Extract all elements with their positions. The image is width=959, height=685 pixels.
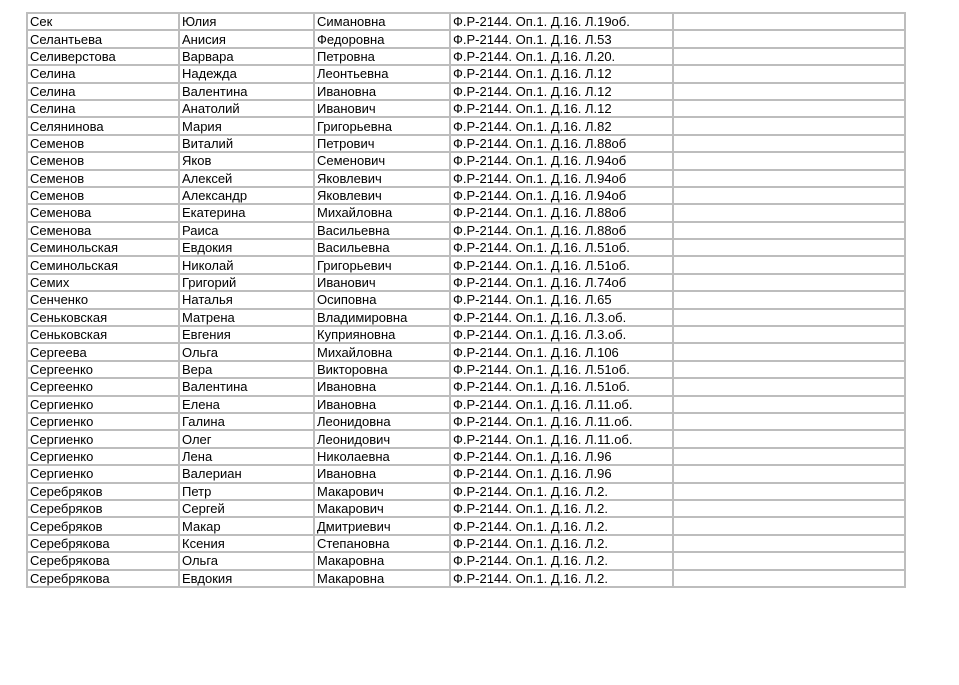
surname-cell: Сеньковская — [27, 309, 179, 326]
note-cell — [673, 361, 905, 378]
archive-reference-cell: Ф.Р-2144. Оп.1. Д.16. Л.2. — [450, 552, 673, 569]
surname-cell: Селянинова — [27, 117, 179, 134]
table-row — [27, 30, 905, 47]
first-name-cell: Ольга — [179, 343, 314, 360]
patronymic-cell: Леонидович — [314, 430, 450, 447]
archive-reference-cell: Ф.Р-2144. Оп.1. Д.16. Л.11.об. — [450, 413, 673, 430]
first-name-cell: Екатерина — [179, 204, 314, 221]
surname-cell: Серебрякова — [27, 552, 179, 569]
archive-reference-cell: Ф.Р-2144. Оп.1. Д.16. Л.53 — [450, 30, 673, 47]
patronymic-cell: Ивановна — [314, 83, 450, 100]
surname-cell: Семенов — [27, 170, 179, 187]
table-row — [27, 204, 905, 221]
first-name-cell: Наталья — [179, 291, 314, 308]
patronymic-cell: Иванович — [314, 100, 450, 117]
archive-reference-cell: Ф.Р-2144. Оп.1. Д.16. Л.2. — [450, 517, 673, 534]
note-cell — [673, 170, 905, 187]
note-cell — [673, 570, 905, 587]
table-row — [27, 309, 905, 326]
patronymic-cell: Григорьевна — [314, 117, 450, 134]
first-name-cell: Ксения — [179, 535, 314, 552]
note-cell — [673, 448, 905, 465]
archive-reference-cell: Ф.Р-2144. Оп.1. Д.16. Л.51об. — [450, 378, 673, 395]
archive-reference-cell: Ф.Р-2144. Оп.1. Д.16. Л.94об — [450, 170, 673, 187]
table-row — [27, 117, 905, 134]
surname-cell: Сергеева — [27, 343, 179, 360]
note-cell — [673, 222, 905, 239]
first-name-cell: Галина — [179, 413, 314, 430]
surname-cell: Семенова — [27, 204, 179, 221]
first-name-cell: Евдокия — [179, 239, 314, 256]
table-row — [27, 361, 905, 378]
note-cell — [673, 326, 905, 343]
note-cell — [673, 535, 905, 552]
archive-reference-cell: Ф.Р-2144. Оп.1. Д.16. Л.65 — [450, 291, 673, 308]
first-name-cell: Матрена — [179, 309, 314, 326]
archive-reference-cell: Ф.Р-2144. Оп.1. Д.16. Л.3.об. — [450, 326, 673, 343]
note-cell — [673, 204, 905, 221]
surname-cell: Сергиенко — [27, 430, 179, 447]
surname-cell: Сергиенко — [27, 465, 179, 482]
patronymic-cell: Викторовна — [314, 361, 450, 378]
records-table — [26, 12, 906, 588]
surname-cell: Селиверстова — [27, 48, 179, 65]
surname-cell: Семих — [27, 274, 179, 291]
table-row — [27, 48, 905, 65]
patronymic-cell: Леонтьевна — [314, 65, 450, 82]
archive-reference-cell: Ф.Р-2144. Оп.1. Д.16. Л.94об — [450, 152, 673, 169]
first-name-cell: Николай — [179, 256, 314, 273]
surname-cell: Семенов — [27, 152, 179, 169]
first-name-cell: Алексей — [179, 170, 314, 187]
archive-reference-cell: Ф.Р-2144. Оп.1. Д.16. Л.88об — [450, 222, 673, 239]
note-cell — [673, 274, 905, 291]
surname-cell: Сергиенко — [27, 448, 179, 465]
patronymic-cell: Григорьевич — [314, 256, 450, 273]
surname-cell: Сергиенко — [27, 413, 179, 430]
surname-cell: Сеньковская — [27, 326, 179, 343]
archive-reference-cell: Ф.Р-2144. Оп.1. Д.16. Л.20. — [450, 48, 673, 65]
archive-reference-cell: Ф.Р-2144. Оп.1. Д.16. Л.51об. — [450, 256, 673, 273]
first-name-cell: Анисия — [179, 30, 314, 47]
table-row — [27, 152, 905, 169]
surname-cell: Селина — [27, 65, 179, 82]
patronymic-cell: Михайловна — [314, 343, 450, 360]
note-cell — [673, 30, 905, 47]
table-row — [27, 378, 905, 395]
patronymic-cell: Дмитриевич — [314, 517, 450, 534]
note-cell — [673, 517, 905, 534]
patronymic-cell: Степановна — [314, 535, 450, 552]
archive-reference-cell: Ф.Р-2144. Оп.1. Д.16. Л.19об. — [450, 13, 673, 30]
note-cell — [673, 100, 905, 117]
archive-reference-cell: Ф.Р-2144. Оп.1. Д.16. Л.106 — [450, 343, 673, 360]
table-row — [27, 552, 905, 569]
patronymic-cell: Ивановна — [314, 396, 450, 413]
patronymic-cell: Симановна — [314, 13, 450, 30]
patronymic-cell: Осиповна — [314, 291, 450, 308]
archive-reference-cell: Ф.Р-2144. Оп.1. Д.16. Л.74об — [450, 274, 673, 291]
archive-reference-cell: Ф.Р-2144. Оп.1. Д.16. Л.11.об. — [450, 396, 673, 413]
first-name-cell: Валериан — [179, 465, 314, 482]
surname-cell: Семинольская — [27, 256, 179, 273]
table-row — [27, 100, 905, 117]
surname-cell: Сергиенко — [27, 396, 179, 413]
note-cell — [673, 465, 905, 482]
table-row — [27, 448, 905, 465]
first-name-cell: Анатолий — [179, 100, 314, 117]
note-cell — [673, 65, 905, 82]
records-table-body — [27, 13, 905, 587]
first-name-cell: Александр — [179, 187, 314, 204]
archive-reference-cell: Ф.Р-2144. Оп.1. Д.16. Л.12 — [450, 100, 673, 117]
archive-reference-cell: Ф.Р-2144. Оп.1. Д.16. Л.12 — [450, 83, 673, 100]
note-cell — [673, 187, 905, 204]
patronymic-cell: Иванович — [314, 274, 450, 291]
patronymic-cell: Макаровна — [314, 570, 450, 587]
patronymic-cell: Владимировна — [314, 309, 450, 326]
first-name-cell: Григорий — [179, 274, 314, 291]
surname-cell: Селантьева — [27, 30, 179, 47]
first-name-cell: Яков — [179, 152, 314, 169]
patronymic-cell: Николаевна — [314, 448, 450, 465]
archive-reference-cell: Ф.Р-2144. Оп.1. Д.16. Л.94об — [450, 187, 673, 204]
surname-cell: Сергеенко — [27, 361, 179, 378]
first-name-cell: Евдокия — [179, 570, 314, 587]
note-cell — [673, 135, 905, 152]
first-name-cell: Ольга — [179, 552, 314, 569]
table-row — [27, 135, 905, 152]
first-name-cell: Макар — [179, 517, 314, 534]
patronymic-cell: Ивановна — [314, 378, 450, 395]
table-row — [27, 65, 905, 82]
first-name-cell: Вера — [179, 361, 314, 378]
surname-cell: Сек — [27, 13, 179, 30]
table-row — [27, 343, 905, 360]
table-row — [27, 570, 905, 587]
table-row — [27, 430, 905, 447]
patronymic-cell: Макарович — [314, 483, 450, 500]
first-name-cell: Мария — [179, 117, 314, 134]
first-name-cell: Сергей — [179, 500, 314, 517]
note-cell — [673, 152, 905, 169]
archive-reference-cell: Ф.Р-2144. Оп.1. Д.16. Л.2. — [450, 483, 673, 500]
note-cell — [673, 256, 905, 273]
note-cell — [673, 552, 905, 569]
note-cell — [673, 378, 905, 395]
surname-cell: Семенов — [27, 135, 179, 152]
surname-cell: Серебряков — [27, 500, 179, 517]
archive-reference-cell: Ф.Р-2144. Оп.1. Д.16. Л.11.об. — [450, 430, 673, 447]
archive-reference-cell: Ф.Р-2144. Оп.1. Д.16. Л.2. — [450, 570, 673, 587]
first-name-cell: Лена — [179, 448, 314, 465]
patronymic-cell: Васильевна — [314, 222, 450, 239]
first-name-cell: Валентина — [179, 83, 314, 100]
patronymic-cell: Куприяновна — [314, 326, 450, 343]
surname-cell: Сергеенко — [27, 378, 179, 395]
patronymic-cell: Яковлевич — [314, 187, 450, 204]
surname-cell: Сенченко — [27, 291, 179, 308]
table-row — [27, 413, 905, 430]
note-cell — [673, 500, 905, 517]
surname-cell: Серебрякова — [27, 535, 179, 552]
surname-cell: Семенов — [27, 187, 179, 204]
note-cell — [673, 48, 905, 65]
archive-reference-cell: Ф.Р-2144. Оп.1. Д.16. Л.96 — [450, 465, 673, 482]
surname-cell: Серебрякова — [27, 570, 179, 587]
note-cell — [673, 396, 905, 413]
table-row — [27, 535, 905, 552]
archive-reference-cell: Ф.Р-2144. Оп.1. Д.16. Л.2. — [450, 535, 673, 552]
table-row — [27, 483, 905, 500]
note-cell — [673, 483, 905, 500]
patronymic-cell: Леонидовна — [314, 413, 450, 430]
patronymic-cell: Федоровна — [314, 30, 450, 47]
table-row — [27, 256, 905, 273]
surname-cell: Селина — [27, 100, 179, 117]
note-cell — [673, 83, 905, 100]
note-cell — [673, 343, 905, 360]
archive-reference-cell: Ф.Р-2144. Оп.1. Д.16. Л.2. — [450, 500, 673, 517]
table-row — [27, 517, 905, 534]
first-name-cell: Раиса — [179, 222, 314, 239]
table-row — [27, 500, 905, 517]
first-name-cell: Виталий — [179, 135, 314, 152]
table-row — [27, 222, 905, 239]
patronymic-cell: Яковлевич — [314, 170, 450, 187]
note-cell — [673, 239, 905, 256]
table-row — [27, 187, 905, 204]
surname-cell: Селина — [27, 83, 179, 100]
first-name-cell: Олег — [179, 430, 314, 447]
table-row — [27, 83, 905, 100]
surname-cell: Серебряков — [27, 483, 179, 500]
table-row — [27, 13, 905, 30]
archive-reference-cell: Ф.Р-2144. Оп.1. Д.16. Л.82 — [450, 117, 673, 134]
patronymic-cell: Петровна — [314, 48, 450, 65]
table-row — [27, 170, 905, 187]
note-cell — [673, 430, 905, 447]
first-name-cell: Варвара — [179, 48, 314, 65]
note-cell — [673, 309, 905, 326]
table-row — [27, 239, 905, 256]
table-row — [27, 326, 905, 343]
first-name-cell: Юлия — [179, 13, 314, 30]
patronymic-cell: Петрович — [314, 135, 450, 152]
patronymic-cell: Макарович — [314, 500, 450, 517]
note-cell — [673, 291, 905, 308]
first-name-cell: Петр — [179, 483, 314, 500]
archive-reference-cell: Ф.Р-2144. Оп.1. Д.16. Л.3.об. — [450, 309, 673, 326]
table-row — [27, 396, 905, 413]
archive-reference-cell: Ф.Р-2144. Оп.1. Д.16. Л.12 — [450, 65, 673, 82]
table-row — [27, 274, 905, 291]
surname-cell: Семенова — [27, 222, 179, 239]
patronymic-cell: Ивановна — [314, 465, 450, 482]
note-cell — [673, 117, 905, 134]
patronymic-cell: Михайловна — [314, 204, 450, 221]
surname-cell: Семинольская — [27, 239, 179, 256]
first-name-cell: Евгения — [179, 326, 314, 343]
first-name-cell: Надежда — [179, 65, 314, 82]
patronymic-cell: Семенович — [314, 152, 450, 169]
archive-reference-cell: Ф.Р-2144. Оп.1. Д.16. Л.96 — [450, 448, 673, 465]
archive-reference-cell: Ф.Р-2144. Оп.1. Д.16. Л.88об — [450, 204, 673, 221]
surname-cell: Серебряков — [27, 517, 179, 534]
table-row — [27, 291, 905, 308]
patronymic-cell: Макаровна — [314, 552, 450, 569]
patronymic-cell: Васильевна — [314, 239, 450, 256]
note-cell — [673, 413, 905, 430]
first-name-cell: Валентина — [179, 378, 314, 395]
archive-reference-cell: Ф.Р-2144. Оп.1. Д.16. Л.51об. — [450, 361, 673, 378]
archive-reference-cell: Ф.Р-2144. Оп.1. Д.16. Л.88об — [450, 135, 673, 152]
first-name-cell: Елена — [179, 396, 314, 413]
archive-reference-cell: Ф.Р-2144. Оп.1. Д.16. Л.51об. — [450, 239, 673, 256]
note-cell — [673, 13, 905, 30]
table-row — [27, 465, 905, 482]
